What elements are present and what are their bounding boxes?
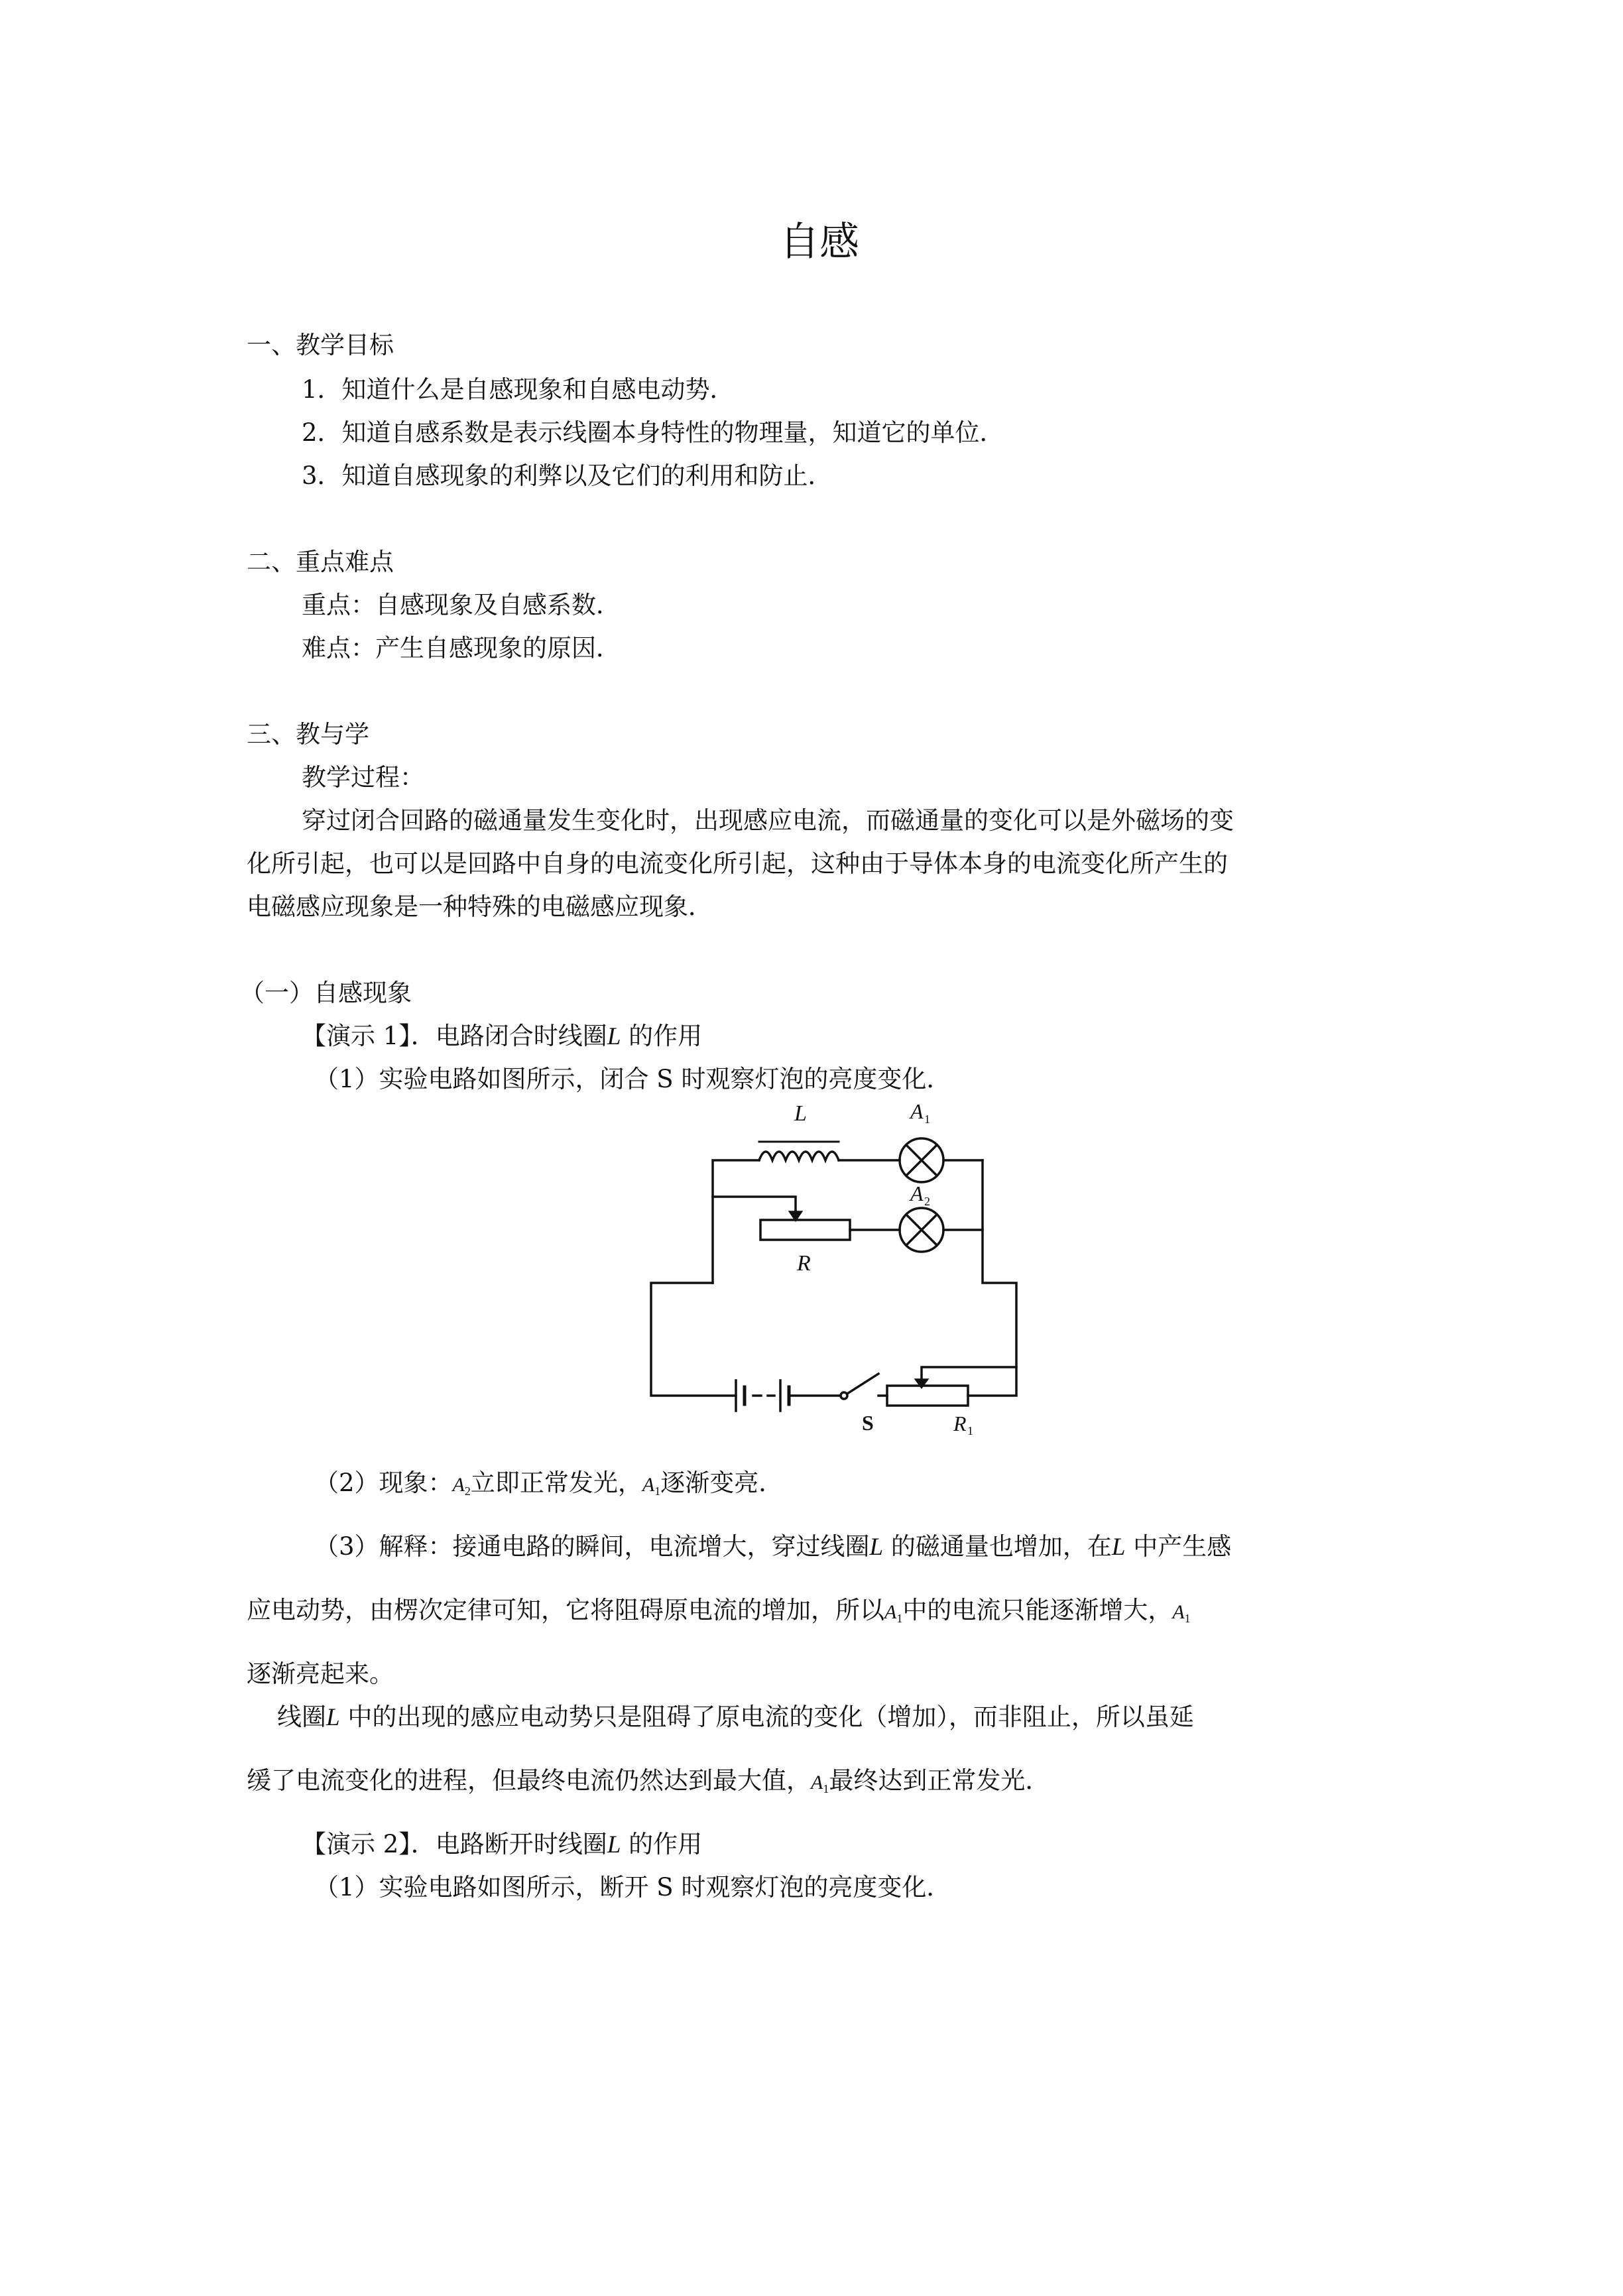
inductor-coil: [759, 1152, 839, 1160]
goal-item-2: 2．知道自感系数是表示线圈本身特性的物理量，知道它的单位．: [302, 418, 1004, 447]
section-heading-key-points: 二、重点难点: [247, 548, 394, 576]
label-a2-sub: 2: [924, 1195, 930, 1208]
wire-middle-branch: [713, 1197, 796, 1218]
label-l: L: [794, 1101, 807, 1126]
wire-left-side: [651, 1283, 736, 1396]
demo1-coil-line-1: 线圈L 中的出现的感应电动势只是阻碍了原电流的变化（增加），而非阻止，所以虽延: [277, 1703, 1194, 1731]
label-r: R: [797, 1251, 811, 1276]
switch-s: [847, 1374, 878, 1394]
key-point: 重点：自感现象及自感系数．: [302, 591, 621, 619]
circuit-diagram: [636, 1087, 1061, 1459]
wire-top-branch: [713, 1160, 759, 1283]
section-heading-teaching: 三、教与学: [247, 720, 369, 749]
demo1-step1: （1）实验电路如图所示，闭合 S 时观察灯泡的亮度变化．: [314, 1065, 951, 1093]
label-a1-sub: 1: [924, 1113, 930, 1126]
demo1-explanation-line-2: 应电动势，由楞次定律可知，它将阻碍原电流的增加，所以$A_1$中的电流只能逐渐增大，$A_1$: [247, 1596, 1191, 1625]
demo1-title: 【演示 1】．电路闭合时线圈L 的作用: [302, 1022, 703, 1050]
process-label: 教学过程：: [302, 763, 424, 792]
demo1-explanation-line-3: 逐渐亮起来。: [247, 1660, 394, 1688]
intro-line-2: 化所引起，也可以是回路中自身的电流变化所引起，这种由于导体本身的电流变化所产生的: [247, 849, 1228, 878]
goal-item-1: 1．知道什么是自感现象和自感电动势．: [302, 375, 735, 404]
label-s: S: [862, 1411, 874, 1435]
rheostat-r1: [887, 1386, 968, 1406]
wire-right-node: [968, 1160, 1016, 1396]
page-title: 自感: [780, 219, 859, 265]
demo2-step1: （1）实验电路如图所示，断开 S 时观察灯泡的亮度变化．: [314, 1873, 951, 1902]
rheostat-r-arrow: [790, 1212, 801, 1220]
section-heading-goals: 一、教学目标: [247, 331, 394, 359]
goal-item-3: 3．知道自感现象的利弊以及它们的利用和防止．: [302, 461, 833, 490]
label-r1-sub: 1: [967, 1424, 973, 1437]
intro-line-3: 电磁感应现象是一种特殊的电磁感应现象．: [247, 892, 713, 921]
demo1-coil-line-2: 缓了电流变化的进程，但最终电流仍然达到最大值，$A_1$最终达到正常发光．: [247, 1766, 1050, 1795]
rheostat-r: [760, 1220, 850, 1240]
demo1-explanation-line-1: （3）解释：接通电路的瞬间，电流增大，穿过线圈L 的磁通量也增加，在L 中产生感: [314, 1532, 1232, 1561]
demo1-phenomenon: （2）现象：$A_2$立即正常发光，$A_1$逐渐变亮．: [314, 1469, 784, 1498]
subsection-heading: （一）自感现象: [240, 979, 412, 1007]
label-a1: A: [910, 1099, 924, 1123]
rheostat-r1-slider: [922, 1367, 1016, 1386]
difficult-point: 难点：产生自感现象的原因．: [302, 634, 621, 662]
demo2-title: 【演示 2】．电路断开时线圈L 的作用: [302, 1830, 703, 1858]
label-r1: R: [953, 1412, 967, 1435]
label-a2: A: [910, 1181, 924, 1205]
intro-line-1: 穿过闭合回路的磁通量发生变化时，出现感应电流，而磁通量的变化可以是外磁场的变: [302, 806, 1234, 835]
